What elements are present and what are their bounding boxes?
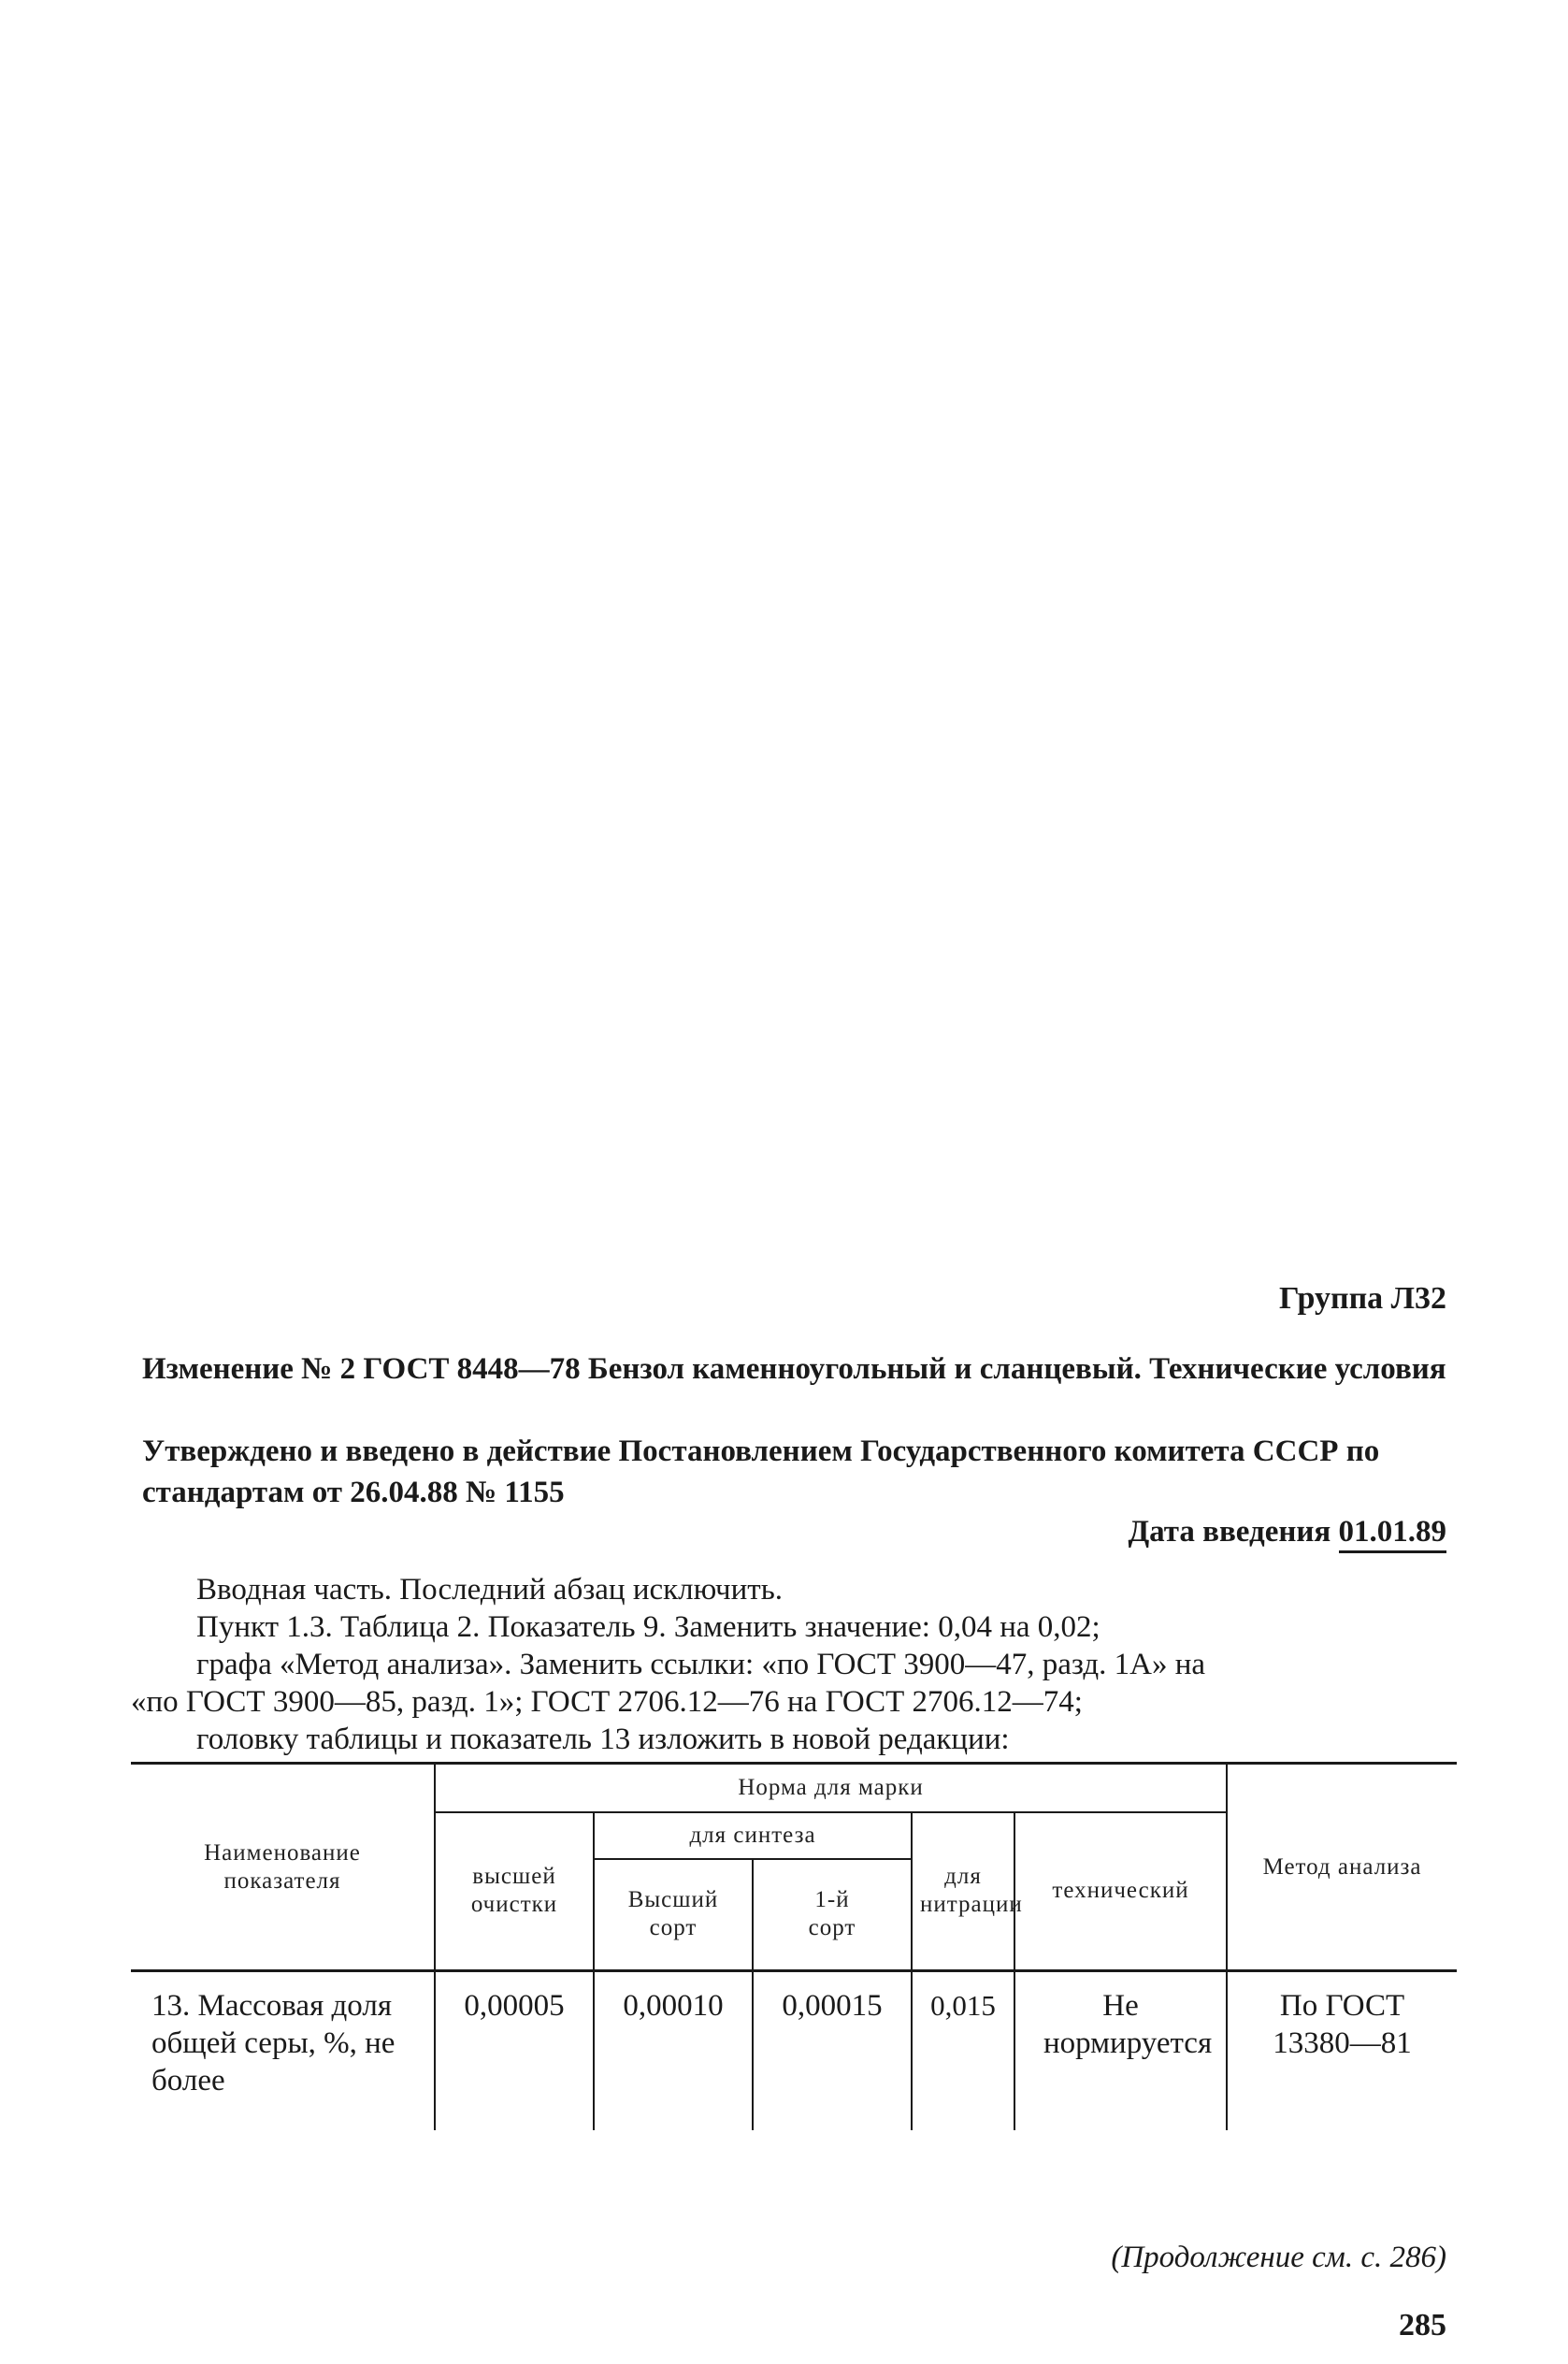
change-title: Изменение № 2 ГОСТ 8448—78 Бензол каменноугольный и сланцевый. Технические условия bbox=[142, 1352, 1446, 1386]
cell-top-grade: 0,00010 bbox=[594, 1971, 753, 2130]
cell-method: По ГОСТ 13380—81 bbox=[1227, 1971, 1457, 2130]
spec-table bbox=[131, 1762, 1457, 2130]
group-label: Группа Л32 bbox=[1279, 1281, 1446, 1316]
column-group-norm: Норма для марки bbox=[435, 1764, 1227, 1812]
introduction-date bbox=[1128, 1515, 1446, 1550]
column-header-top-grade: Высший сорт bbox=[594, 1859, 753, 1971]
approval-statement: Утверждено и введено в действие Постановлением Государственного комитета СССР по стандартам от 26.04.88 № 1155 bbox=[142, 1434, 1380, 1509]
column-header-method: Метод анализа bbox=[1227, 1764, 1457, 1971]
column-header-nitration: для нитрации bbox=[912, 1812, 1014, 1971]
cell-nitration: 0,015 bbox=[912, 1971, 1014, 2130]
text-line: Пункт 1.3. Таблица 2. Показатель 9. Заменить значение: 0,04 на 0,02; bbox=[196, 1610, 1100, 1644]
text-line: «по ГОСТ 3900—85, разд. 1»; ГОСТ 2706.12—76 на ГОСТ 2706.12—74; bbox=[131, 1685, 1083, 1719]
text-line: Вводная часть. Последний абзац исключить. bbox=[196, 1573, 784, 1607]
introduction-date-label: Дата введения bbox=[1128, 1515, 1331, 1549]
column-header-name: Наименование показателя bbox=[131, 1764, 435, 1971]
column-header-first-grade: 1-й сорт bbox=[753, 1859, 912, 1971]
column-group-synthesis: для синтеза bbox=[594, 1812, 912, 1859]
cell-name: 13. Массовая доля общей серы, %, не более bbox=[151, 1989, 396, 2097]
table-row bbox=[131, 1971, 1457, 2130]
cell-first-grade: 0,00015 bbox=[753, 1971, 912, 2130]
text-line: головку таблицы и показатель 13 изложить в новой редакции: bbox=[196, 1723, 1010, 1756]
page-number: 285 bbox=[1399, 2308, 1446, 2342]
column-header-highest-purity: высшей очистки bbox=[435, 1812, 594, 1971]
cell-highest-purity: 0,00005 bbox=[435, 1971, 594, 2130]
continuation-note: (Продолжение см. с. 286) bbox=[1111, 2241, 1446, 2274]
introduction-date-value: 01.01.89 bbox=[1339, 1515, 1447, 1553]
text-line: графа «Метод анализа». Заменить ссылки: «по ГОСТ 3900—47, разд. 1А» на bbox=[196, 1648, 1206, 1681]
cell-technical: Не нормируется bbox=[1014, 1971, 1227, 2130]
column-header-technical: технический bbox=[1014, 1812, 1227, 1971]
amendment-text bbox=[131, 1571, 1449, 1758]
